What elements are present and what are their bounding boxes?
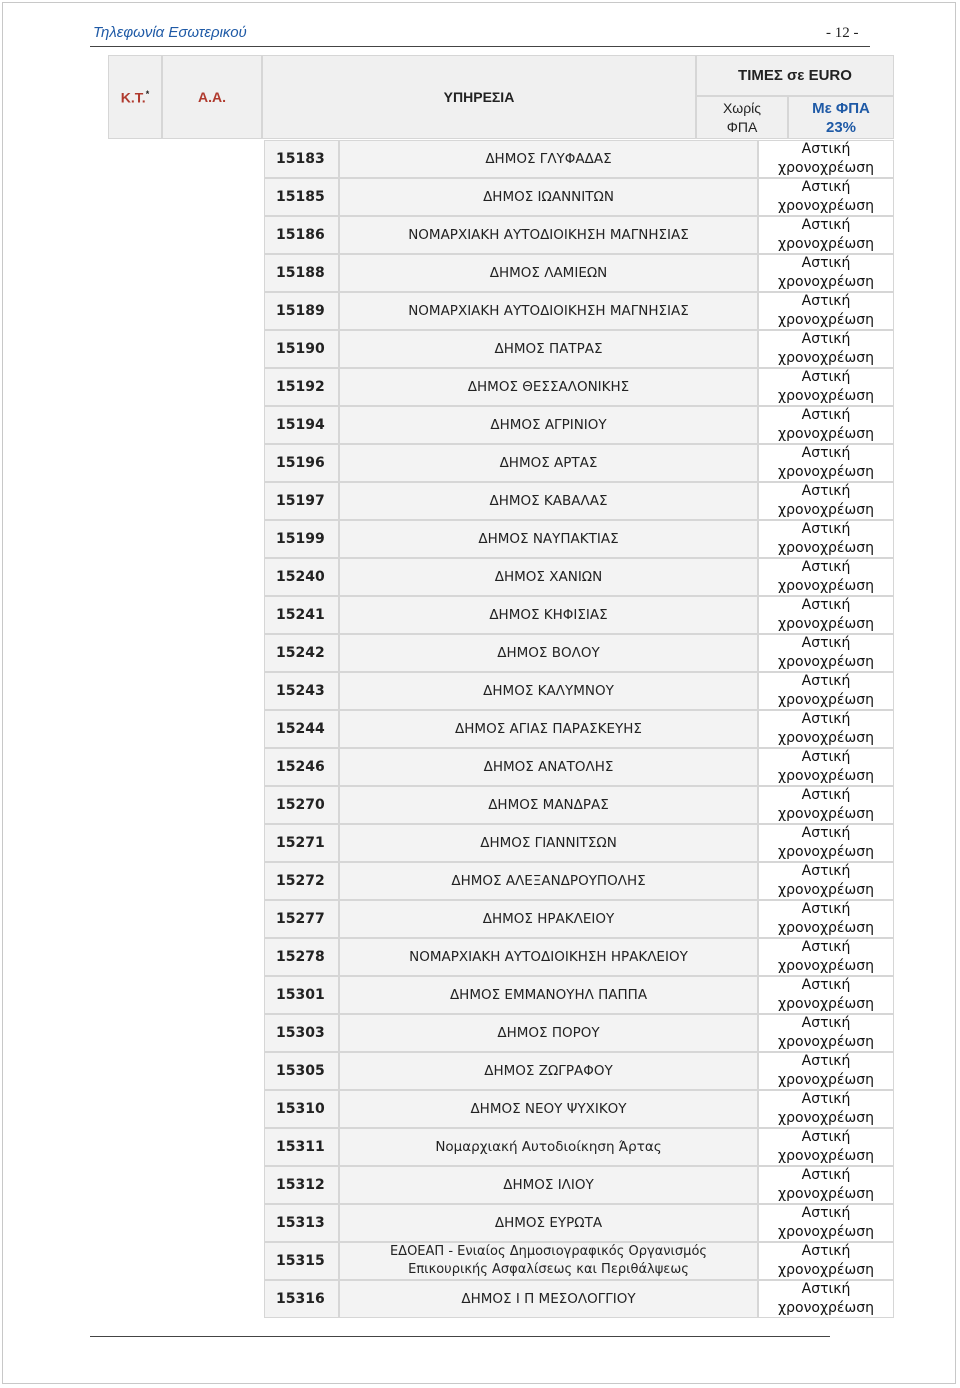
row-code: 15312 (264, 1166, 339, 1204)
row-code: 15240 (264, 558, 339, 596)
row-code: 15185 (264, 178, 339, 216)
row-code: 15190 (264, 330, 339, 368)
header-aa: Α.Α. (162, 55, 262, 139)
section-title: Τηλεφωνία Εσωτερικού (93, 24, 247, 41)
row-code: 15305 (264, 1052, 339, 1090)
row-price: Αστική χρονοχρέωση (758, 1052, 894, 1090)
row-price: Αστική χρονοχρέωση (758, 1090, 894, 1128)
row-service-name: ΔΗΜΟΣ ΑΓΙΑΣ ΠΑΡΑΣΚΕΥΗΣ (339, 710, 758, 748)
row-price: Αστική χρονοχρέωση (758, 254, 894, 292)
row-price: Αστική χρονοχρέωση (758, 938, 894, 976)
row-price: Αστική χρονοχρέωση (758, 1014, 894, 1052)
row-price: Αστική χρονοχρέωση (758, 710, 894, 748)
row-price: Αστική χρονοχρέωση (758, 1166, 894, 1204)
row-code: 15241 (264, 596, 339, 634)
row-service-name: ΔΗΜΟΣ ΑΝΑΤΟΛΗΣ (339, 748, 758, 786)
row-service-name: ΔΗΜΟΣ ΠΑΤΡΑΣ (339, 330, 758, 368)
row-service-name: ΕΔΟΕΑΠ - Ενιαίος Δημοσιογραφικός Οργανισμός Επικουρικής Ασφαλίσεως και Περιθάλψεως (339, 1242, 758, 1280)
row-price: Αστική χρονοχρέωση (758, 862, 894, 900)
row-price: Αστική χρονοχρέωση (758, 748, 894, 786)
row-price: Αστική χρονοχρέωση (758, 1280, 894, 1318)
row-service-name: ΔΗΜΟΣ ΜΑΝΔΡΑΣ (339, 786, 758, 824)
row-service-name: ΔΗΜΟΣ ΚΗΦΙΣΙΑΣ (339, 596, 758, 634)
header-kt: Κ.Τ.* (108, 55, 162, 139)
row-service-name: ΔΗΜΟΣ ΑΛΕΞΑΝΔΡΟΥΠΟΛΗΣ (339, 862, 758, 900)
row-service-name: ΔΗΜΟΣ ΑΓΡΙΝΙΟΥ (339, 406, 758, 444)
row-price: Αστική χρονοχρέωση (758, 786, 894, 824)
row-service-name: ΔΗΜΟΣ ΓΙΑΝΝΙΤΣΩΝ (339, 824, 758, 862)
row-code: 15313 (264, 1204, 339, 1242)
row-price: Αστική χρονοχρέωση (758, 368, 894, 406)
footer-rule (90, 1336, 830, 1337)
row-code: 15301 (264, 976, 339, 1014)
row-price: Αστική χρονοχρέωση (758, 140, 894, 178)
row-code: 15310 (264, 1090, 339, 1128)
row-code: 15270 (264, 786, 339, 824)
row-service-name: ΔΗΜΟΣ ΒΟΛΟΥ (339, 634, 758, 672)
header-rule (90, 46, 870, 47)
row-code: 15303 (264, 1014, 339, 1052)
row-price: Αστική χρονοχρέωση (758, 520, 894, 558)
row-service-name: ΔΗΜΟΣ ΚΑΒΑΛΑΣ (339, 482, 758, 520)
row-price: Αστική χρονοχρέωση (758, 672, 894, 710)
row-price: Αστική χρονοχρέωση (758, 1204, 894, 1242)
row-service-name: ΔΗΜΟΣ ΧΑΝΙΩΝ (339, 558, 758, 596)
row-price: Αστική χρονοχρέωση (758, 330, 894, 368)
row-code: 15199 (264, 520, 339, 558)
row-code: 15197 (264, 482, 339, 520)
header-prices: ΤΙΜΕΣ σε EURO (696, 55, 894, 96)
row-code: 15272 (264, 862, 339, 900)
row-price: Αστική χρονοχρέωση (758, 1128, 894, 1166)
row-service-name: ΔΗΜΟΣ Ι Π ΜΕΣΟΛΟΓΓΙΟΥ (339, 1280, 758, 1318)
row-price: Αστική χρονοχρέωση (758, 900, 894, 938)
row-service-name: ΝΟΜΑΡΧΙΑΚΗ ΑΥΤΟΔΙΟΙΚΗΣΗ ΗΡΑΚΛΕΙΟΥ (339, 938, 758, 976)
row-code: 15188 (264, 254, 339, 292)
row-price: Αστική χρονοχρέωση (758, 216, 894, 254)
header-no-vat: Χωρίς ΦΠΑ (696, 96, 788, 139)
row-price: Αστική χρονοχρέωση (758, 178, 894, 216)
row-code: 15271 (264, 824, 339, 862)
row-price: Αστική χρονοχρέωση (758, 976, 894, 1014)
row-service-name: ΔΗΜΟΣ ΙΩΑΝΝΙΤΩΝ (339, 178, 758, 216)
header-service: ΥΠΗΡΕΣΙΑ (262, 55, 696, 139)
row-price: Αστική χρονοχρέωση (758, 482, 894, 520)
row-service-name: ΔΗΜΟΣ ΚΑΛΥΜΝΟΥ (339, 672, 758, 710)
row-price: Αστική χρονοχρέωση (758, 596, 894, 634)
row-price: Αστική χρονοχρέωση (758, 824, 894, 862)
page-number: - 12 - (826, 25, 859, 41)
row-code: 15244 (264, 710, 339, 748)
row-price: Αστική χρονοχρέωση (758, 558, 894, 596)
row-price: Αστική χρονοχρέωση (758, 1242, 894, 1280)
row-code: 15242 (264, 634, 339, 672)
row-service-name: ΔΗΜΟΣ ΖΩΓΡΑΦΟΥ (339, 1052, 758, 1090)
row-code: 15311 (264, 1128, 339, 1166)
row-code: 15192 (264, 368, 339, 406)
row-code: 15277 (264, 900, 339, 938)
row-service-name: ΔΗΜΟΣ ΗΡΑΚΛΕΙΟΥ (339, 900, 758, 938)
row-code: 15196 (264, 444, 339, 482)
row-service-name: ΔΗΜΟΣ ΓΛΥΦΑΔΑΣ (339, 140, 758, 178)
row-code: 15246 (264, 748, 339, 786)
row-service-name: ΔΗΜΟΣ ΙΛΙΟΥ (339, 1166, 758, 1204)
row-price: Αστική χρονοχρέωση (758, 634, 894, 672)
row-code: 15316 (264, 1280, 339, 1318)
row-code: 15278 (264, 938, 339, 976)
header-with-vat: Με ΦΠΑ 23% (788, 96, 894, 139)
row-price: Αστική χρονοχρέωση (758, 406, 894, 444)
row-service-name: ΔΗΜΟΣ ΑΡΤΑΣ (339, 444, 758, 482)
row-code: 15243 (264, 672, 339, 710)
row-price: Αστική χρονοχρέωση (758, 444, 894, 482)
row-service-name: Νομαρχιακή Αυτοδιοίκηση Άρτας (339, 1128, 758, 1166)
row-code: 15315 (264, 1242, 339, 1280)
row-code: 15194 (264, 406, 339, 444)
row-price: Αστική χρονοχρέωση (758, 292, 894, 330)
row-service-name: ΔΗΜΟΣ ΕΥΡΩΤΑ (339, 1204, 758, 1242)
row-service-name: ΝΟΜΑΡΧΙΑΚΗ ΑΥΤΟΔΙΟΙΚΗΣΗ ΜΑΓΝΗΣΙΑΣ (339, 216, 758, 254)
row-service-name: ΔΗΜΟΣ ΘΕΣΣΑΛΟΝΙΚΗΣ (339, 368, 758, 406)
row-service-name: ΔΗΜΟΣ ΝΕΟΥ ΨΥΧΙΚΟΥ (339, 1090, 758, 1128)
row-service-name: ΔΗΜΟΣ ΝΑΥΠΑΚΤΙΑΣ (339, 520, 758, 558)
row-service-name: ΔΗΜΟΣ ΛΑΜΙΕΩΝ (339, 254, 758, 292)
row-service-name: ΝΟΜΑΡΧΙΑΚΗ ΑΥΤΟΔΙΟΙΚΗΣΗ ΜΑΓΝΗΣΙΑΣ (339, 292, 758, 330)
row-service-name: ΔΗΜΟΣ ΕΜΜΑΝΟΥΗΛ ΠΑΠΠΑ (339, 976, 758, 1014)
row-code: 15183 (264, 140, 339, 178)
row-code: 15189 (264, 292, 339, 330)
row-service-name: ΔΗΜΟΣ ΠΟΡΟΥ (339, 1014, 758, 1052)
row-code: 15186 (264, 216, 339, 254)
